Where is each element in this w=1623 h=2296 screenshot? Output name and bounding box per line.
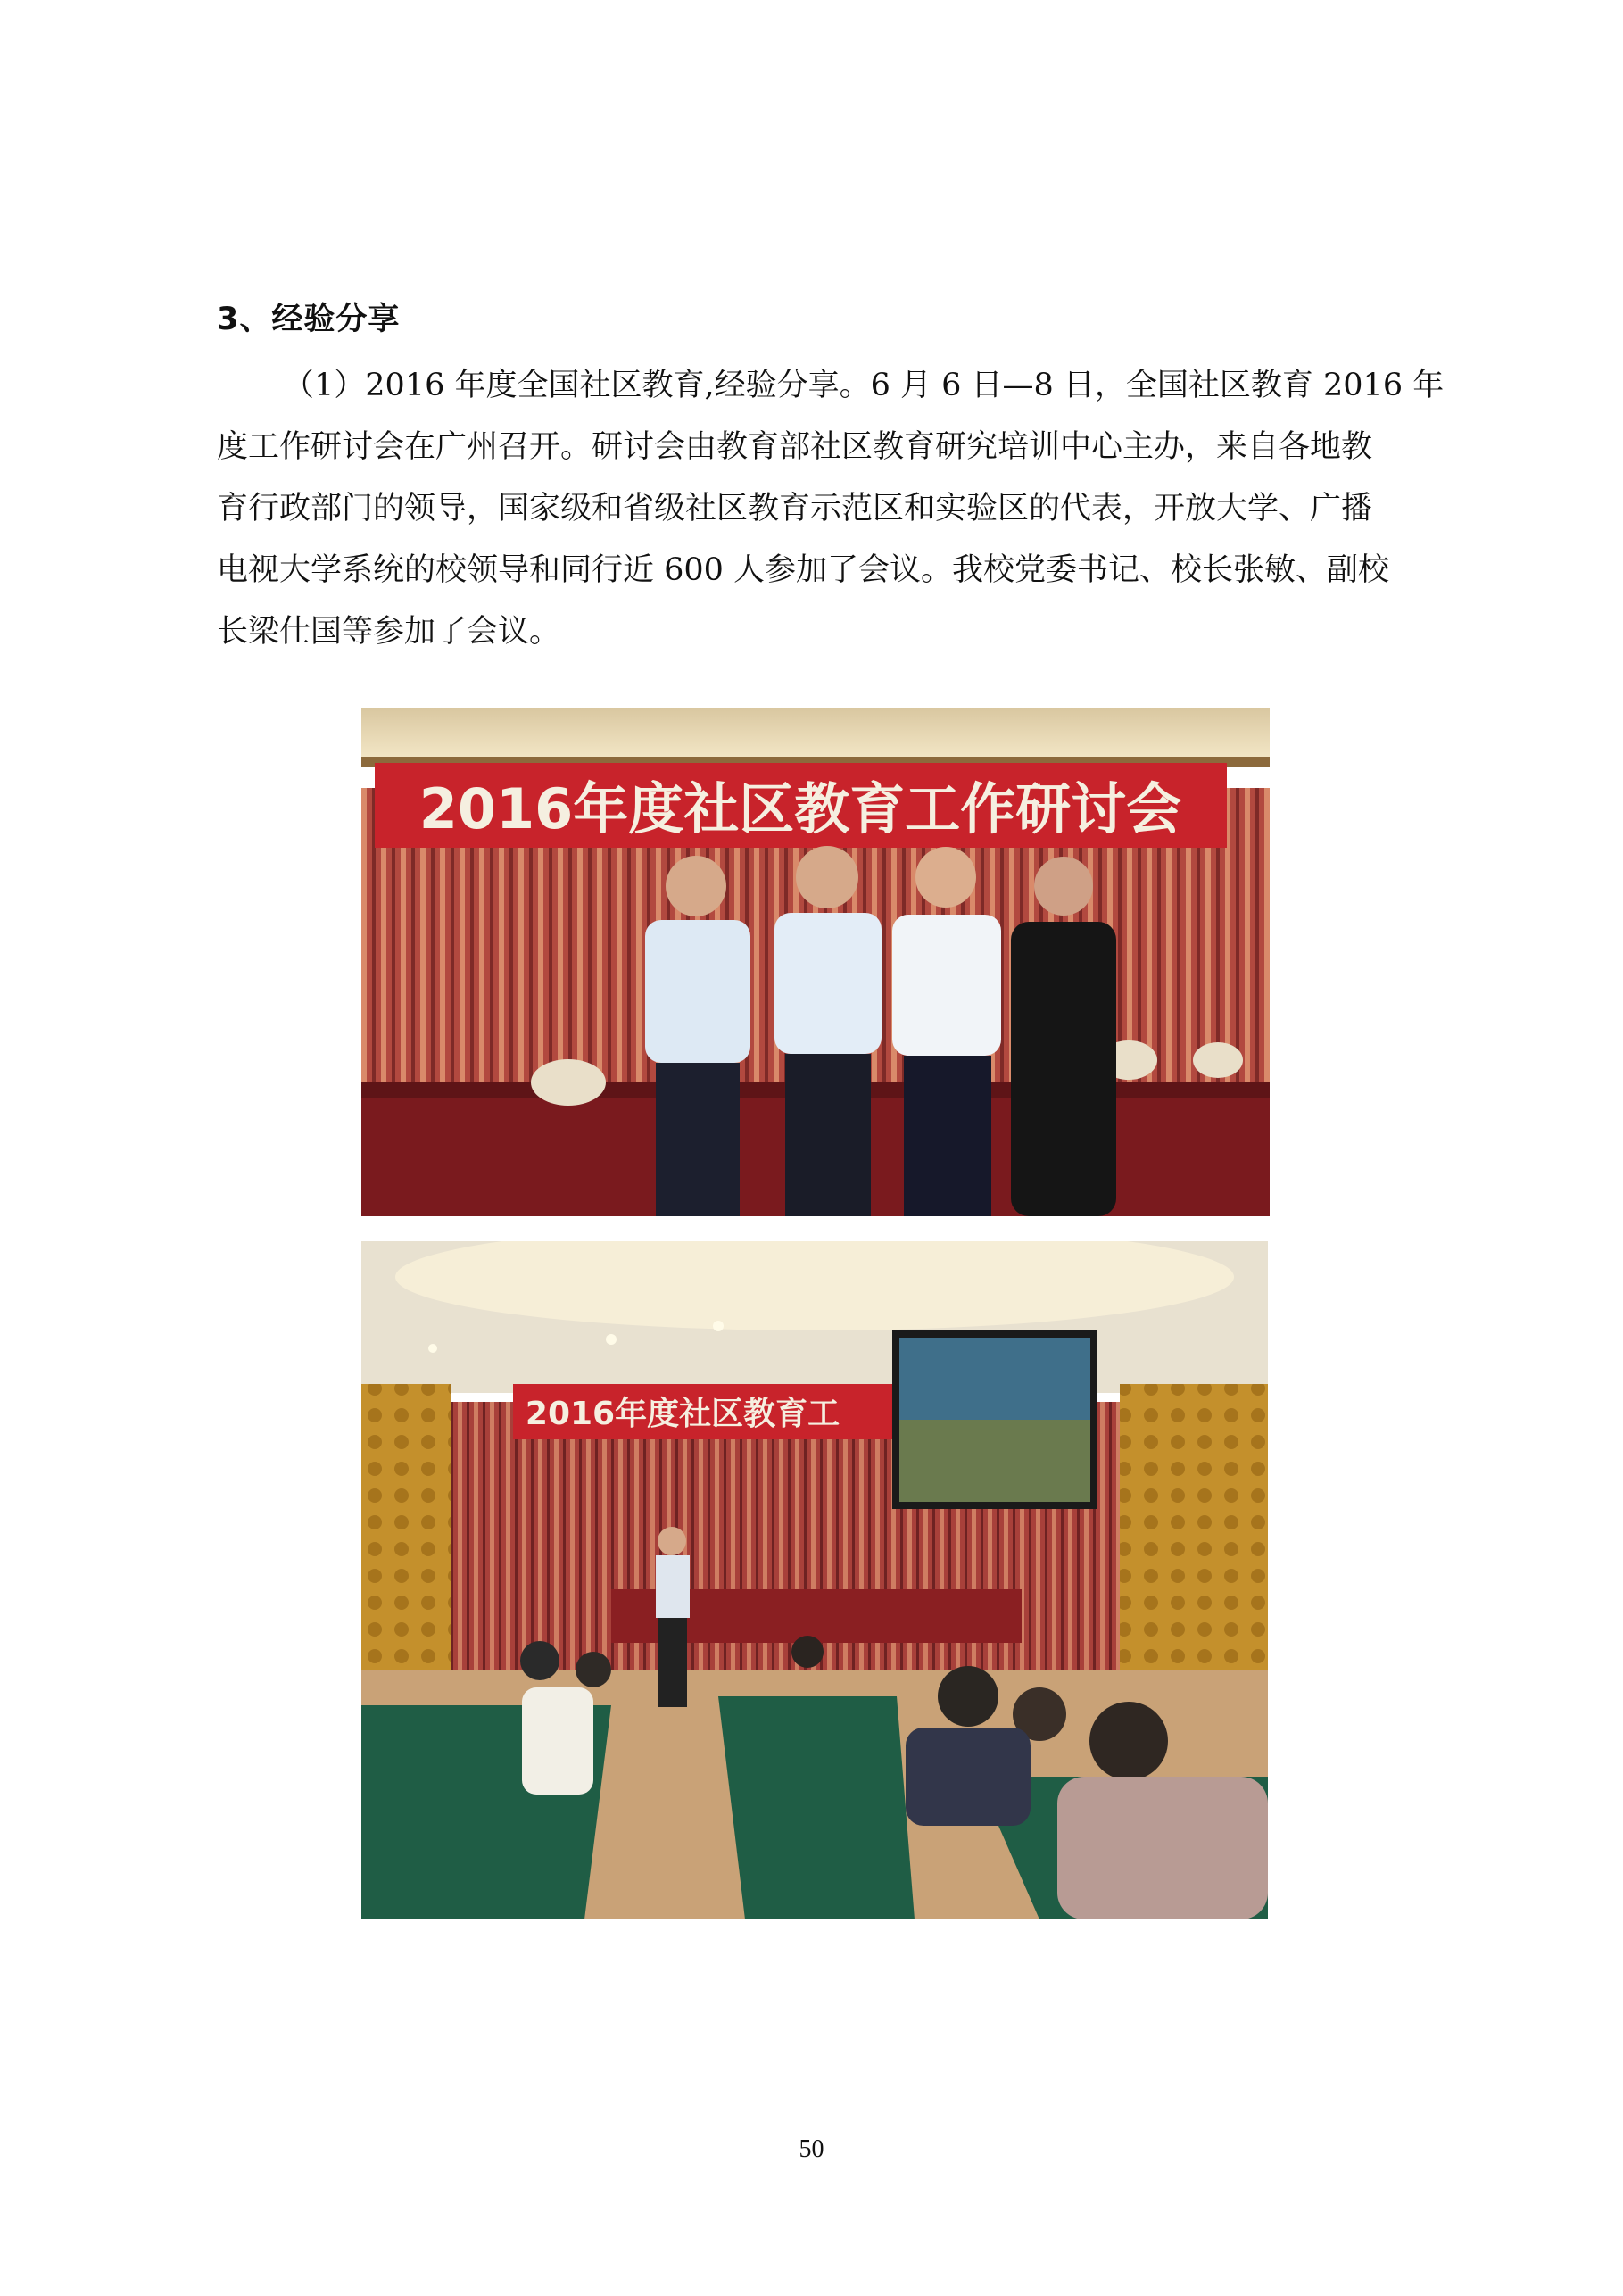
banner-text: 2016年度社区教育工作研讨会 — [418, 776, 1182, 841]
paragraph-line: 长梁仕国等参加了会议。 — [217, 614, 561, 650]
group-photo-image — [361, 708, 1270, 1216]
section-heading: 3、经验分享 — [217, 302, 401, 337]
page-number: 50 — [799, 2135, 824, 2163]
group-photo — [361, 708, 1270, 1216]
paragraph-line: 度工作研讨会在广州召开。研讨会由教育部社区教育研究培训中心主办，来自各地教 — [217, 429, 1373, 465]
paragraph-line: （1）2016 年度全国社区教育,经验分享。6 月 6 日—8 日，全国社区教育 2016 年 — [283, 368, 1445, 403]
body-paragraph — [217, 355, 1445, 663]
conference-photo-image — [361, 1241, 1268, 1919]
paragraph-line: 育行政部门的领导，国家级和省级社区教育示范区和实验区的代表，开放大学、广播 — [217, 491, 1373, 526]
conference-photo — [361, 1241, 1268, 1919]
banner-text: 2016年度社区教育工 — [525, 1396, 840, 1432]
paragraph-line: 电视大学系统的校领导和同行近 600 人参加了会议。我校党委书记、校长张敏、副校 — [217, 552, 1390, 588]
